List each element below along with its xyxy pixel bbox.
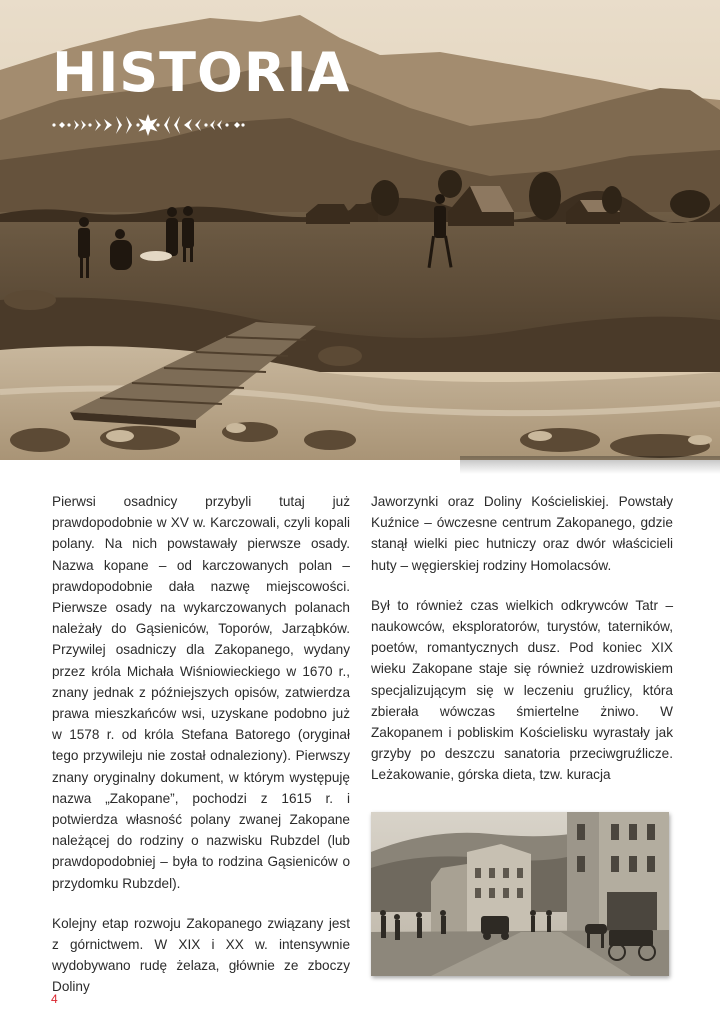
text-column-right	[371, 491, 673, 786]
paragraph-settlers: Pierwsi osadnicy przybyli tutaj już prawdopodobnie w XV w. Karczowali, czyli kopali polany. Na nich powstawały pierwsze osady. Nazwa kopane – od karczowanych polan – prawdopodobnie dała nazwę miejscowości. Pierwsze osady na wykarczowanych polanach należały do Gąsieniców, Toporów, Jarząbków. Przywilej osadniczy dla Zakopanego, wydany przez króla Michała Wiśniowieckiego w 1670 r., znany jednak z późniejszych opisów, zatwierdza prawa mieszkańców wsi, uzyskane podobno już w 1578 r. od króla Stefana Batorego (oryginał tego przywileju nie został odnaleziony). Pierwszy znany oryginalny dokument, w którym występuję nazwa „Zakopane”, pochodzi z 1615 r. i potwierdza własność polany zwanej Zakopane należącej do rodziny o nazwisku Rubzdel (lub prawdopodobniej – była to rodzina Gąsieniców o przydomku Rubzdel).	[52, 494, 350, 891]
hero-photo	[0, 0, 720, 460]
street-photo	[371, 812, 669, 976]
folk-ornament-icon	[50, 113, 246, 137]
page-number: 4	[51, 992, 58, 1006]
paragraph-explorers: Był to również czas wielkich odkrywców Tatr – naukowców, eksploratorów, turystów, taterników, poetów, romantycznych dusz. Pod koniec XIX wieku Zakopane staje się również uzdrowiskiem specjalizującym się w leczeniu gruźlicy, która zbierała wówczas śmiertelne żniwo. W Zakopanem i pobliskim Kościelisku wyrastały jak grzyby po deszczu sanatoria przeciwgruźlicze. Leżakowanie, górska dieta, tzw. kuracja	[371, 597, 673, 783]
historic-street-image	[371, 812, 669, 976]
paragraph-kuznice: Jaworzynki oraz Doliny Kościeliskiej. Powstały Kuźnice – ówczesne centrum Zakopanego, gdzie stanął wielki piec hutniczy oraz dwór właścicieli huty – węgierskiej rodziny Homolacsów.	[371, 494, 673, 573]
page-title: HISTORIA	[52, 41, 351, 104]
hero-shadow	[460, 456, 720, 474]
paragraph-mining: Kolejny etap rozwoju Zakopanego związany jest z górnictwem. W XIX i XX w. intensywnie wydobywano rudę żelaza, głównie ze zboczy Doliny	[52, 915, 350, 995]
text-column-left	[52, 491, 350, 998]
